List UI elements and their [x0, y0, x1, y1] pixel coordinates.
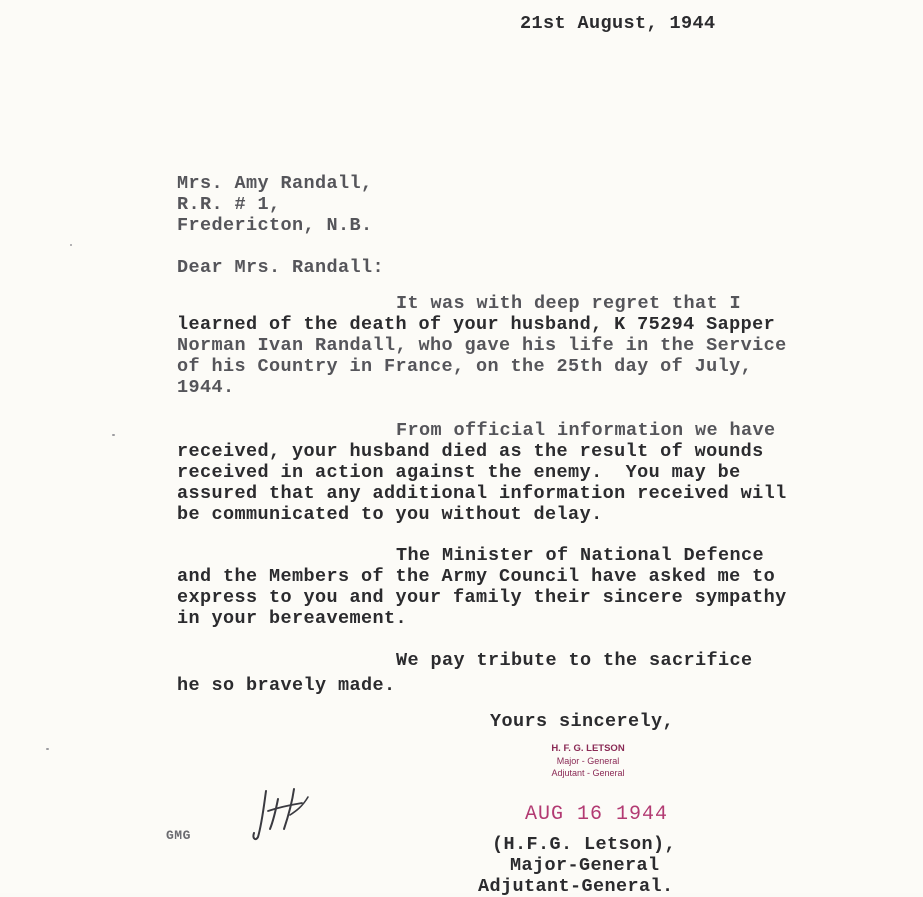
- paragraph-2-line-3: received in action against the enemy. You may be: [177, 462, 741, 483]
- letter-date: 21st August, 1944: [520, 13, 716, 34]
- paper-speck: [70, 244, 72, 246]
- paragraph-1-line-4: of his Country in France, on the 25th day of July,: [177, 356, 753, 377]
- closing: Yours sincerely,: [490, 711, 675, 732]
- paragraph-3-line-4: in your bereavement.: [177, 608, 408, 629]
- paragraph-2-line-5: be communicated to you without delay.: [177, 504, 603, 525]
- paragraph-1-line-3: Norman Ivan Randall, who gave his life in the Service: [177, 335, 787, 356]
- address-line-city: Fredericton, N.B.: [177, 215, 373, 236]
- paragraph-3-line-2: and the Members of the Army Council have asked me to: [177, 566, 776, 587]
- paragraph-4-line-2: he so bravely made.: [177, 675, 396, 696]
- stamp-rank: Major - General: [556, 756, 620, 766]
- stamp-title: Adjutant - General: [551, 768, 625, 778]
- paper-speck: [112, 434, 115, 436]
- signatory-title: Adjutant-General.: [478, 876, 674, 897]
- address-line-route: R.R. # 1,: [177, 194, 281, 215]
- paragraph-1-line-5: 1944.: [177, 377, 235, 398]
- signature-stamp: [538, 743, 638, 779]
- paragraph-2-line-4: assured that any additional information received will: [177, 483, 787, 504]
- address-line-name: Mrs. Amy Randall,: [177, 173, 373, 194]
- received-date-stamp: AUG 16 1944: [525, 803, 669, 826]
- handwritten-initials-signature: [250, 785, 320, 845]
- paragraph-3-line-1: The Minister of National Defence: [396, 545, 765, 566]
- paragraph-2-line-1: From official information we have: [396, 420, 776, 441]
- signatory-rank: Major-General: [510, 855, 660, 876]
- paragraph-3-line-3: express to you and your family their sincere sympathy: [177, 587, 787, 608]
- paragraph-1-line-2: learned of the death of your husband, K 75294 Sapper: [177, 314, 776, 335]
- salutation: Dear Mrs. Randall:: [177, 257, 385, 278]
- paragraph-1-line-1: It was with deep regret that I: [396, 293, 742, 314]
- paragraph-4-line-1: We pay tribute to the sacrifice: [396, 650, 753, 671]
- typist-initials: GMG: [166, 828, 191, 843]
- paper-speck: [46, 748, 49, 750]
- paragraph-2-line-2: received, your husband died as the result of wounds: [177, 441, 764, 462]
- stamp-name: H. F. G. LETSON: [551, 743, 625, 754]
- signatory-name: (H.F.G. Letson),: [492, 834, 677, 855]
